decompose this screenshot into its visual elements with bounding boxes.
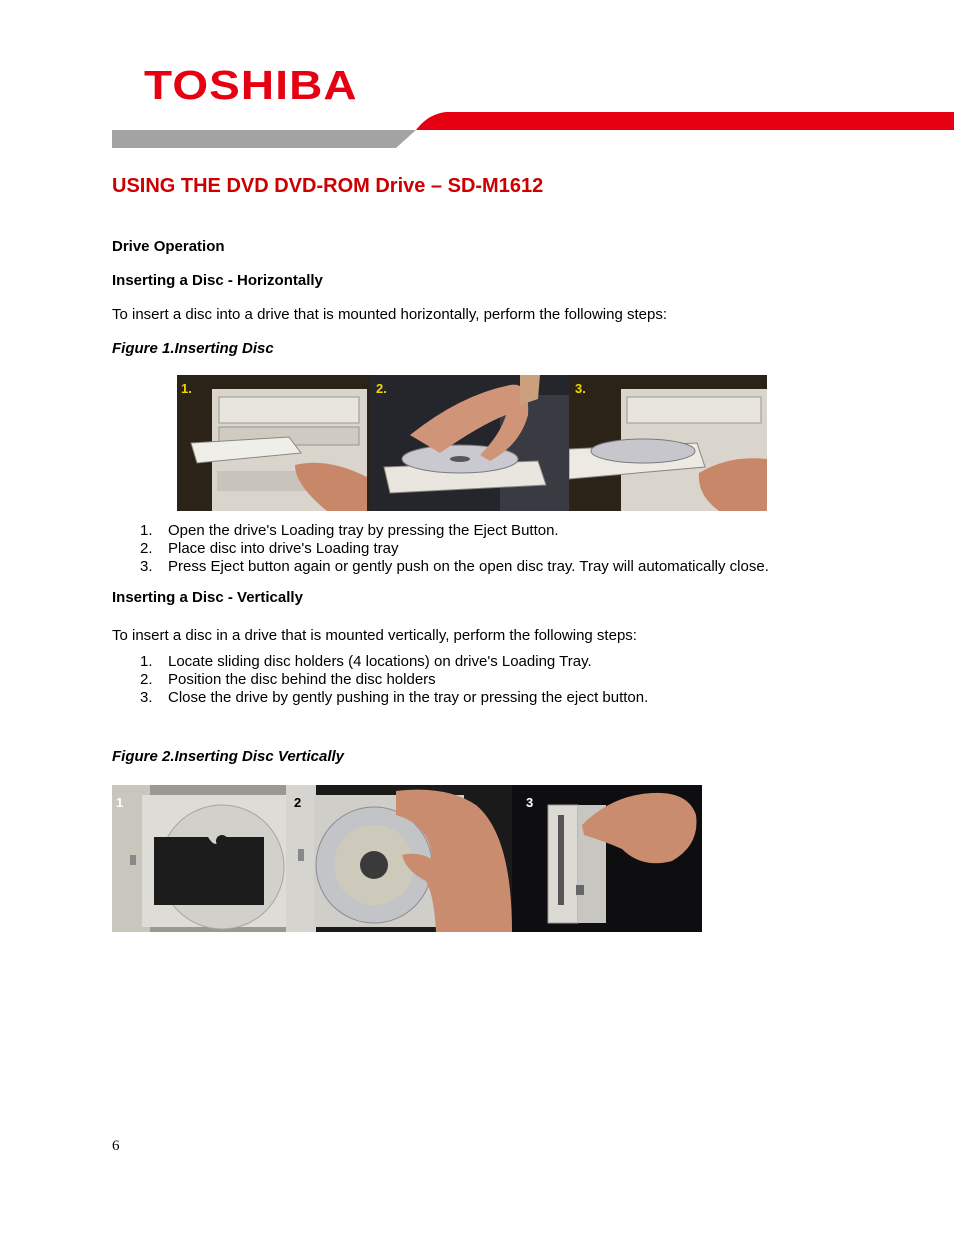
header-band-gray [112,130,416,148]
figure-1-panel-1 [177,375,370,511]
horizontal-steps-list [140,522,840,576]
figure-2-image [112,785,702,932]
page-number: 6 [112,1138,120,1154]
heading-horizontal: Inserting a Disc - Horizontally [112,272,323,289]
figure-1-panel-1-label: 1. [181,381,192,396]
section-heading-drive-operation: Drive Operation [112,238,225,255]
figure-1-panel-2-label: 2. [376,381,387,396]
list-item: 3. Press Eject button again or gently push on the open disc tray. Tray will automatically close. [140,558,769,575]
figure-2-panel-1-label: 1 [116,795,124,810]
list-item: 1. Locate sliding disc holders (4 locations) on drive's Loading Tray. [140,653,592,670]
list-item: 2. Place disc into drive's Loading tray [140,540,399,557]
figure-1-panel-2 [370,375,569,511]
intro-horizontal: To insert a disc into a drive that is mounted horizontally, perform the following steps: [112,306,667,323]
toshiba-logo: TOSHIBA [144,62,358,108]
vertical-steps-list [140,653,840,707]
figure-2-panel-2 [286,785,512,932]
figure-2-caption: Figure 2.Inserting Disc Vertically [112,748,345,765]
list-item: 1. Open the drive's Loading tray by pressing the Eject Button. [140,522,559,539]
header-band [0,108,954,152]
list-item: 3. Close the drive by gently pushing in the tray or pressing the eject button. [140,689,649,706]
figure-2-panel-3-label: 3 [526,795,534,810]
figure-2-panel-2-label: 2 [294,795,302,810]
figure-1-panel-3 [569,375,767,511]
list-item: 2. Position the disc behind the disc holders [140,671,436,688]
figure-1-image [177,375,767,511]
figure-1-caption: Figure 1.Inserting Disc [112,340,274,357]
figure-1-panel-3-label: 3. [575,381,586,396]
page-title: USING THE DVD DVD-ROM Drive – SD-M1612 [112,175,544,197]
figure-2-panel-3 [512,785,702,932]
figure-2-panel-1 [112,785,286,932]
intro-vertical: To insert a disc in a drive that is mounted vertically, perform the following steps: [112,627,637,644]
heading-vertical: Inserting a Disc - Vertically [112,589,303,606]
header-band-red [416,112,954,130]
